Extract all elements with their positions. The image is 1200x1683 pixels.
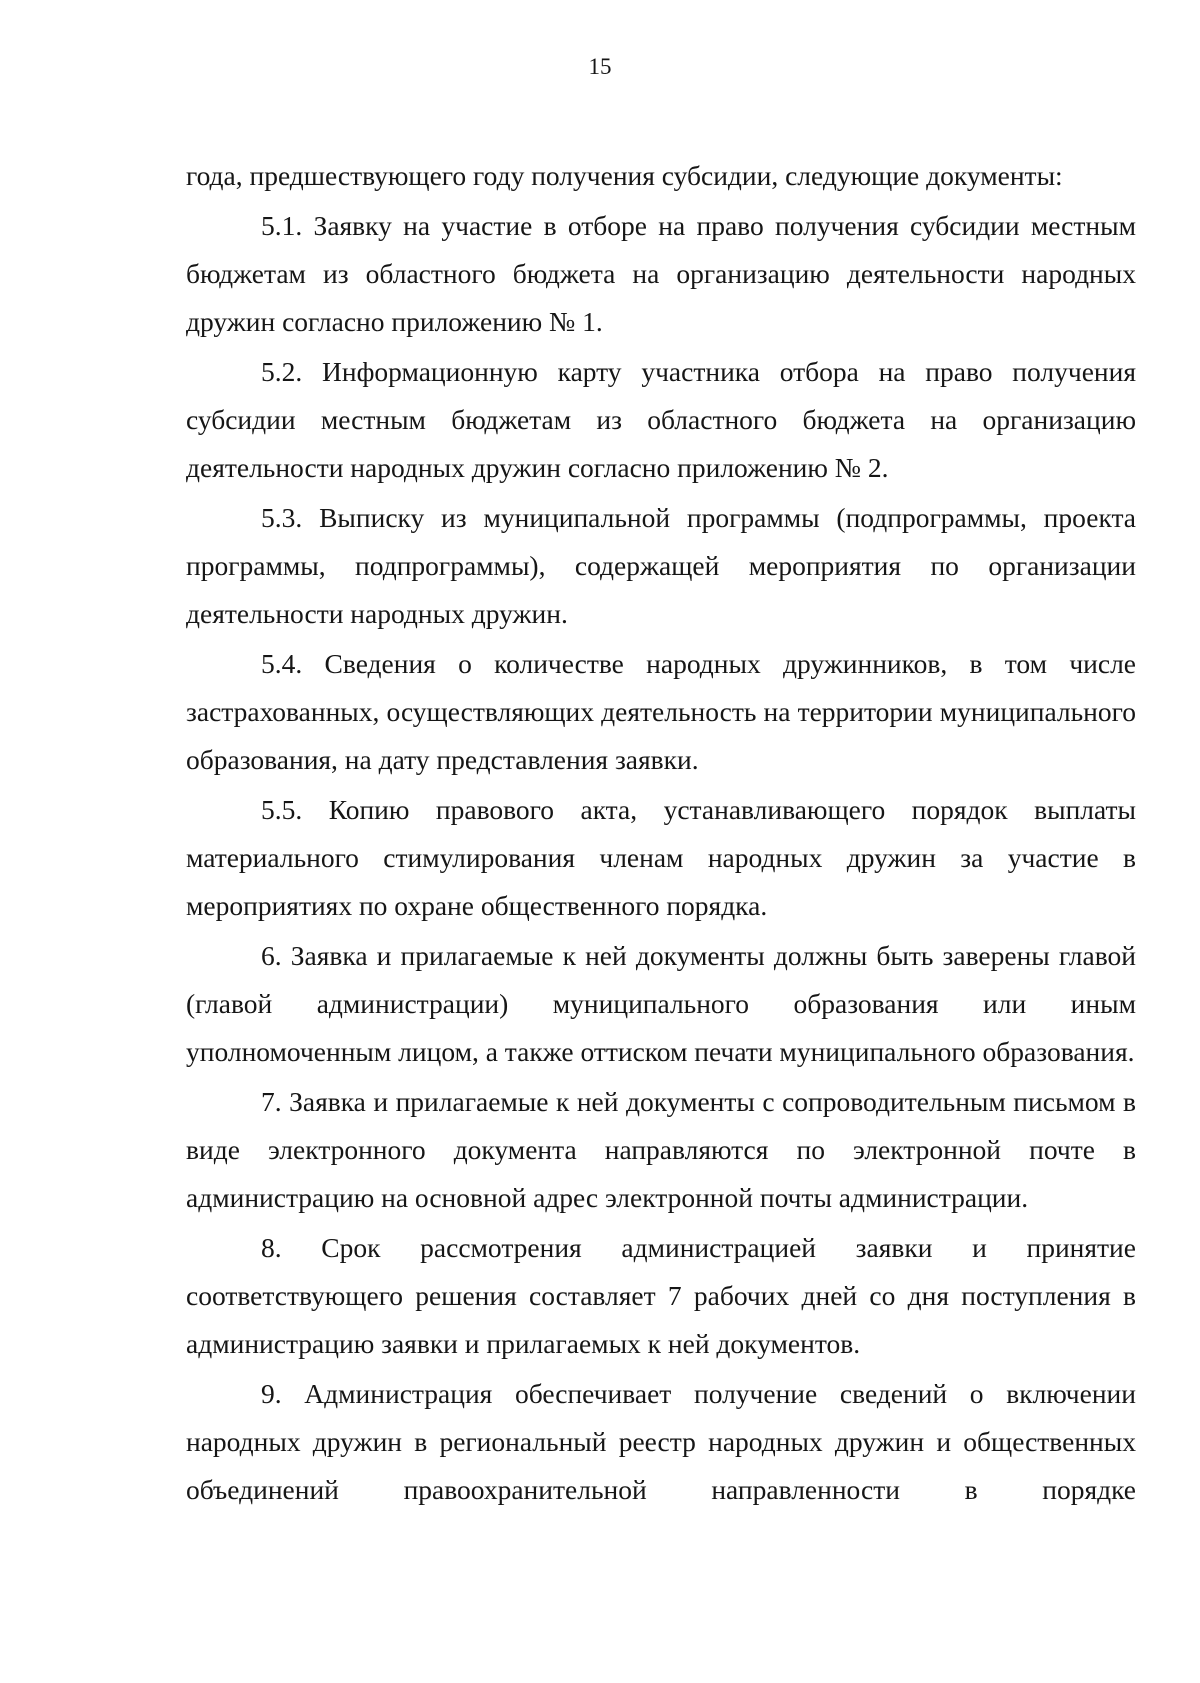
paragraph-5-3: 5.3. Выписку из муниципальной программы (подпрограммы, проекта программы, подпрограммы), содержащей мероприятия по организации деятельности народных дружин. [186,502,1136,629]
paragraph-9: 9. Администрация обеспечивает получение сведений о включении народных дружин в региональный реестр народных дружин и общественных объединений правоохранительной направленности в порядке [186,1378,1136,1505]
paragraph-7: 7. Заявка и прилагаемые к ней документы с сопроводительным письмом в виде электронного документа направляются по электронной почте в администрацию на основной адрес электронной почты администрации. [186,1086,1136,1213]
paragraph-6: 6. Заявка и прилагаемые к ней документы должны быть заверены главой (главой администрации) муниципального образования или иным уполномоченным лицом, а также оттиском печати муниципального образования. [186,940,1136,1067]
document-body [186,152,1136,1514]
paragraph-5-2: 5.2. Информационную карту участника отбора на право получения субсидии местным бюджетам из областного бюджета на организацию деятельности народных дружин согласно приложению № 2. [186,356,1136,483]
paragraph-8: 8. Срок рассмотрения администрацией заявки и принятие соответствующего решения составляет 7 рабочих дней со дня поступления в администрацию заявки и прилагаемых к ней документов. [186,1232,1136,1359]
page-number: 15 [588,54,612,79]
paragraph-5-5: 5.5. Копию правового акта, устанавливающего порядок выплаты материального стимулирования членам народных дружин за участие в мероприятиях по охране общественного порядка. [186,794,1136,921]
paragraph-5-4: 5.4. Сведения о количестве народных дружинников, в том числе застрахованных, осуществляющих деятельность на территории муниципального образования, на дату представления заявки. [186,648,1136,775]
paragraph-5-1: 5.1. Заявку на участие в отборе на право получения субсидии местным бюджетам из областного бюджета на организацию деятельности народных дружин согласно приложению № 1. [186,210,1136,337]
paragraph-continuation: года, предшествующего году получения субсидии, следующие документы: [186,160,1063,191]
